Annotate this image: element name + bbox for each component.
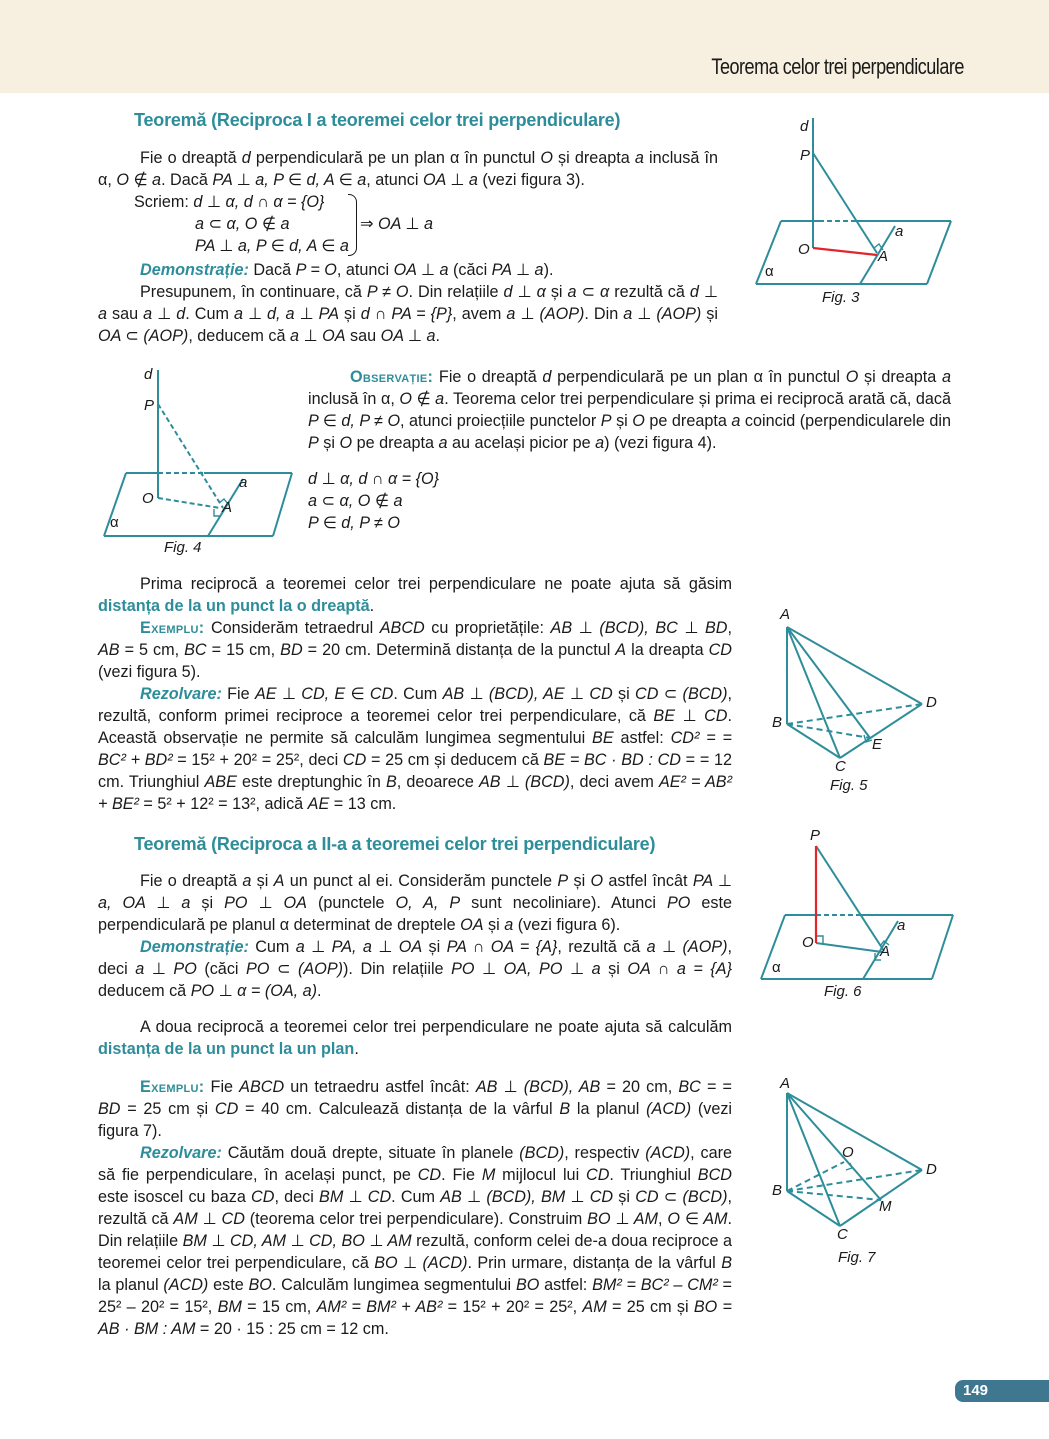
label-O: O	[842, 1144, 854, 1161]
label-d: d	[800, 118, 809, 135]
figure-5-caption: Fig. 5	[830, 777, 868, 794]
label-A: A	[880, 943, 891, 960]
figure-6	[760, 826, 970, 1006]
label-d: d	[144, 366, 153, 383]
label-a: a	[895, 223, 904, 240]
label-A: A	[878, 248, 889, 265]
page-number: 149	[955, 1380, 1049, 1402]
theorem-2-block: Fie o dreaptă a și A un punct al ei. Considerăm punctele P și O astfel încât PA ⊥ a, OA ⊥ a și PO ⊥ OA (punctele O, A, P sunt necoliniare). Atunci PO este perpendiculară pe planul α determinat de dreptele OA și a (vezi figura 6). Demonstrație: Cum a ⊥ PA, a ⊥ OA și PA ∩ OA = {A}, rezultă că a ⊥ (AOP), deci a ⊥ PO (căci PO ⊂ (AOP)). Din relațiile PO ⊥ OA, PO ⊥ a și OA ∩ a = {A} deducem că PO ⊥ α = (OA, a). A doua reciprocă a teoremei celor trei perpendiculare ne poate ajuta să calculăm distanța de la un punct la un plan.	[98, 872, 733, 1058]
theorem-1-conclusion: ⇒ OA ⊥ a	[360, 215, 433, 233]
label-P: P	[810, 827, 821, 844]
label-O: O	[802, 934, 814, 951]
label-P: P	[800, 147, 811, 164]
label-E: E	[872, 736, 883, 753]
label-a: a	[897, 917, 906, 934]
label-O: O	[798, 241, 810, 258]
theorem-1-statement: Fie o dreaptă d perpendiculară pe un plan α în punctul O și dreapta a inclusă în α, O ∉ a. Dacă PA ⊥ a, P ∈ d, A ∈ a, atunci OA ⊥ a (vezi figura 3).	[98, 149, 718, 189]
label-B: B	[772, 714, 783, 731]
observation-paragraph: Observație: Fie o dreaptă d perpendiculară pe un plan α în punctul O și dreapta a inclusă în α, O ∉ a. Teorema celor trei perpendiculare și prima ei reciprocă arată că, dacă P ∈ d, P ≠ O, atunci proiecțiile punctelor P și O pe dreapta a coincid (perpendicularele din P și O pe dreapta a au același picior pe a) (vezi figura 4).	[308, 368, 951, 452]
theorem-1-system: Scriem: d ⊥ α, d ∩ α = {O} a ⊂ α, O ∉ a PA ⊥ a, P ∈ d, A ∈ a	[134, 193, 349, 255]
label-alpha: α	[772, 959, 781, 976]
figure-3-caption: Fig. 3	[822, 289, 860, 306]
theorem-heading-reciprocal-2: Teoremă (Reciproca a II-a a teoremei celor trei perpendiculare)	[134, 834, 656, 854]
theorem-heading-reciprocal-1: Teoremă (Reciproca I a teoremei celor trei perpendiculare)	[134, 110, 621, 130]
figure-5	[768, 606, 958, 796]
label-P: P	[144, 397, 155, 414]
label-alpha: α	[765, 263, 774, 280]
label-M: M	[879, 1198, 892, 1215]
figure-3-diagram	[755, 110, 965, 310]
label-alpha: α	[110, 514, 119, 531]
figure-4-caption: Fig. 4	[164, 539, 202, 556]
figure-6-caption: Fig. 6	[824, 983, 862, 1000]
figure-6-diagram	[760, 826, 970, 1006]
figure-4	[96, 366, 296, 561]
theorem-1-proof: Demonstrație: Dacă P = O, atunci OA ⊥ a (căci PA ⊥ a). Presupunem, în continuare, că P ≠ O. Din relațiile d ⊥ α și a ⊂ α rezultă că d ⊥ a sau a ⊥ d. Cum a ⊥ d, a ⊥ PA și d ∩ PA = {P}, avem a ⊥ (AOP). Din a ⊥ (AOP) și OA ⊂ (AOP), deducem că a ⊥ OA sau OA ⊥ a.	[98, 261, 718, 345]
figure-4-diagram	[96, 366, 296, 561]
system-brace	[348, 194, 357, 256]
chapter-title: Teorema celor trei perpendiculare	[711, 54, 964, 79]
label-D: D	[926, 1161, 937, 1178]
figure-3	[755, 110, 965, 310]
label-B: B	[772, 1182, 783, 1199]
label-a: a	[239, 474, 248, 491]
label-D: D	[926, 694, 937, 711]
label-A: A	[780, 606, 791, 623]
label-O: O	[142, 490, 154, 507]
example-1-block: Prima reciprocă a teoremei celor trei perpendiculare ne poate ajuta să găsim distanța de la un punct la o dreaptă. Exemplu: Considerăm tetraedrul ABCD cu proprietățile: AB ⊥ (BCD), BC ⊥ BD, AB = 5 cm, BC = 15 cm, BD = 20 cm. Determină distanța de la punctul A la dreapta CD (vezi figura 5). Rezolvare: Fie AE ⊥ CD, E ∈ CD. Cum AB ⊥ (BCD), AE ⊥ CD și CD ⊂ (BCD), rezultă, conform primei reciproce a teoremei celor trei perpendiculare, că BE ⊥ CD. Această observație ne permite să calculăm lungimea segmentului BE astfel: CD² = = BC² + BD² = 15² + 20² = 25², deci CD = 25 cm și deducem că BE = BC · BD : CD = = 12 cm. Triunghiul ABE este dreptunghic în B, deoarece AB ⊥ (BCD), deci avem AE² = AB² + BE² = 5² + 12² = 13², adică AE = 13 cm.	[98, 575, 733, 813]
figure-7	[768, 1072, 958, 1272]
label-C: C	[835, 758, 846, 775]
label-A: A	[222, 499, 233, 516]
label-A: A	[780, 1075, 791, 1092]
example-2-block: Exemplu: Fie ABCD un tetraedru astfel încât: AB ⊥ (BCD), AB = 20 cm, BC = = BD = 25 cm și CD = 40 cm. Calculează distanța de la vârful B la planul (ACD) (vezi figura 7). Rezolvare: Căutăm două drepte, situate în planele (BCD), respectiv (ACD), care să fie perpendiculare, în același punct, pe CD. Fie M mijlocul lui CD. Triunghiul BCD este isoscel cu baza CD, deci BM ⊥ CD. Cum AB ⊥ (BCD), BM ⊥ CD și CD ⊂ (BCD), rezultă că AM ⊥ CD (teorema celor trei perpendiculare). Construim BO ⊥ AM, O ∈ AM. Din relațiile BM ⊥ CD, AM ⊥ CD, BO ⊥ AM rezultă, conform celei de-a doua reciproce a teoremei celor trei perpendiculare, că BO ⊥ (ACD). Prin urmare, distanța de la vârful B la planul (ACD) este BO. Calculăm lungimea segmentului BO astfel: BM² = BC² – CM² = 25² – 20² = 15², BM = 15 cm, AM² = BM² + AB² = 15² + 20² = 25², AM = 25 cm și BO = AB · BM : AM = 20 · 15 : 25 cm = 12 cm.	[98, 1078, 733, 1338]
header-band	[0, 0, 1049, 93]
label-C: C	[837, 1226, 848, 1243]
observation-system: d ⊥ α, d ∩ α = {O} a ⊂ α, O ∉ a P ∈ d, P ≠ O	[308, 470, 440, 532]
figure-7-caption: Fig. 7	[838, 1249, 876, 1266]
